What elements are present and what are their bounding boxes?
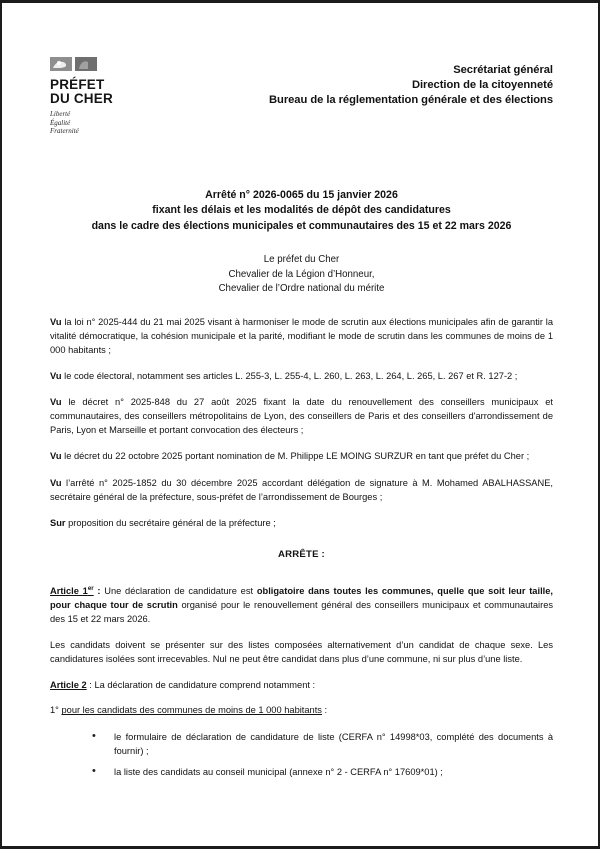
visa-paragraph-4 [50, 449, 553, 463]
subsection-number: 1° [50, 705, 59, 716]
document-body [50, 315, 553, 779]
visa-lead-5: Vu [50, 477, 62, 488]
visa-text-4: le décret du 22 octobre 2025 portant nomination de M. Philippe LE MOING SURZUR en tant que préfet du Cher ; [61, 451, 530, 462]
visa-text-1: la loi n° 2025-444 du 21 mai 2025 visant à harmoniser le mode de scrutin aux élections municipales afin de garantir la vitalité démocratique, la cohésion municipale et la parité, modifiant le mode de scrutin dans les communes de moins de 1 000 habitants ; [50, 316, 553, 355]
list-item: • la liste des candidats au conseil municipal (annexe n° 2 - CERFA n° 17609*01) ; [92, 765, 553, 779]
prefecture-logo [50, 51, 145, 136]
authority-line-2: Chevalier de la Légion d’Honneur, [228, 268, 375, 280]
visa-lead-2: Vu [50, 371, 62, 382]
article-1-heading-colon: : [93, 585, 101, 596]
visa-lead-1: Vu [50, 316, 62, 327]
visa-text-2: le code électoral, notamment ses articles L. 255-3, L. 255-4, L. 260, L. 263, L. 264, L. 265, L. 267 et R. 127-2 ; [61, 371, 518, 382]
visa-paragraph-2 [50, 369, 553, 383]
visa-paragraph-3 [50, 395, 553, 437]
decision-keyword: ARRÊTE : [278, 548, 325, 560]
article-2-heading: Article 2 [50, 680, 87, 691]
service-line-3: Bureau de la réglementation générale et des élections [269, 94, 553, 107]
marianne-emblem-icon [50, 57, 97, 72]
article-1-paragraph [50, 584, 553, 626]
authority-line-3: Chevalier de l’Ordre national du mérite [218, 283, 385, 295]
article-1-bold-clause: obligatoire dans toutes les communes, quelle que soit leur taille, pour chaque tour de scrutin [50, 585, 553, 610]
article-1-heading-text: Article 1 [50, 585, 88, 596]
motto-liberte: Liberté [50, 110, 71, 118]
logo-department-line: DU CHER [50, 90, 113, 106]
article-2-heading-rest: : La déclaration de candidature comprend notamment : [86, 680, 316, 691]
title-line-2: fixant les délais et les modalités de dépôt des candidatures [152, 204, 451, 217]
visa-text-3: le décret n° 2025-848 du 27 août 2025 fixant la date du renouvellement des conseillers municipaux et communautaires, des conseillers métropolitains de Lyon, des conseillers de Paris et des conseillers d'arrondissement de Paris, Lyon et Marseille et portant convocation des électeurs ; [50, 397, 553, 436]
page-sheet [2, 3, 598, 846]
visa-lead-4: Vu [50, 451, 62, 462]
list-item: • le formulaire de déclaration de candidature de liste (CERFA n° 14998*03, complété des documents à fournir) ; [92, 730, 553, 758]
logo-prefet-line: PRÉFET [50, 77, 105, 92]
article-1-heading [50, 586, 94, 596]
title-line-3: dans le cadre des élections municipales et communautaires des 15 et 22 mars 2026 [91, 219, 512, 232]
republic-motto [50, 110, 145, 136]
visa-paragraph-5 [50, 476, 553, 504]
proposal-text: proposition du secrétaire général de la préfecture ; [65, 517, 276, 528]
subsection-colon: : [321, 705, 328, 716]
motto-egalite: Égalité [50, 118, 71, 127]
issuing-service-block [269, 51, 553, 109]
proposal-lead: Sur [50, 517, 66, 528]
title-line-1: Arrêté n° 2026-0065 du 15 janvier 2026 [205, 188, 398, 201]
article-2-subsection [50, 703, 553, 717]
article-1-part-1: Une déclaration de candidature est [100, 585, 257, 596]
visa-paragraph-1 [50, 315, 553, 357]
article-1-part-2: organisé pour le renouvellement général des conseillers municipaux et communautaires des 15 et 22 mars 2026. [50, 600, 554, 625]
service-line-1: Secrétariat général [453, 64, 553, 76]
authority-line-1: Le préfet du Cher [263, 254, 340, 265]
required-documents-list [50, 730, 553, 779]
subsection-underlined-text: pour les candidats des communes de moins de 1 000 habitants [61, 705, 322, 716]
service-line-2: Direction de la citoyenneté [411, 79, 553, 92]
motto-fraternite: Fraternité [50, 127, 79, 136]
issuing-authority [50, 253, 553, 297]
article-1-paragraph-2: Les candidats doivent se présenter sur des listes composées alternativement d’un candidat de chaque sexe. Les candidatures isolées sont irrecevables. Nul ne peut être candidat dans plus d’une commune, ni sur plus d’une liste. [50, 640, 553, 665]
page-title [50, 188, 553, 234]
document-header [50, 51, 553, 136]
visa-text-5: l’arrêté n° 2025-1852 du 30 décembre 2025 accordant délégation de signature à M. Mohamed ABALHASSANE, secrétaire général de la préfecture, sous-préfet de l’arrondissement de Bourges ; [50, 477, 553, 502]
visa-lead-3: Vu [50, 397, 62, 408]
article-1-heading-superscript: er [87, 584, 94, 592]
article-2-paragraph [50, 678, 553, 692]
proposal-paragraph [50, 516, 553, 530]
